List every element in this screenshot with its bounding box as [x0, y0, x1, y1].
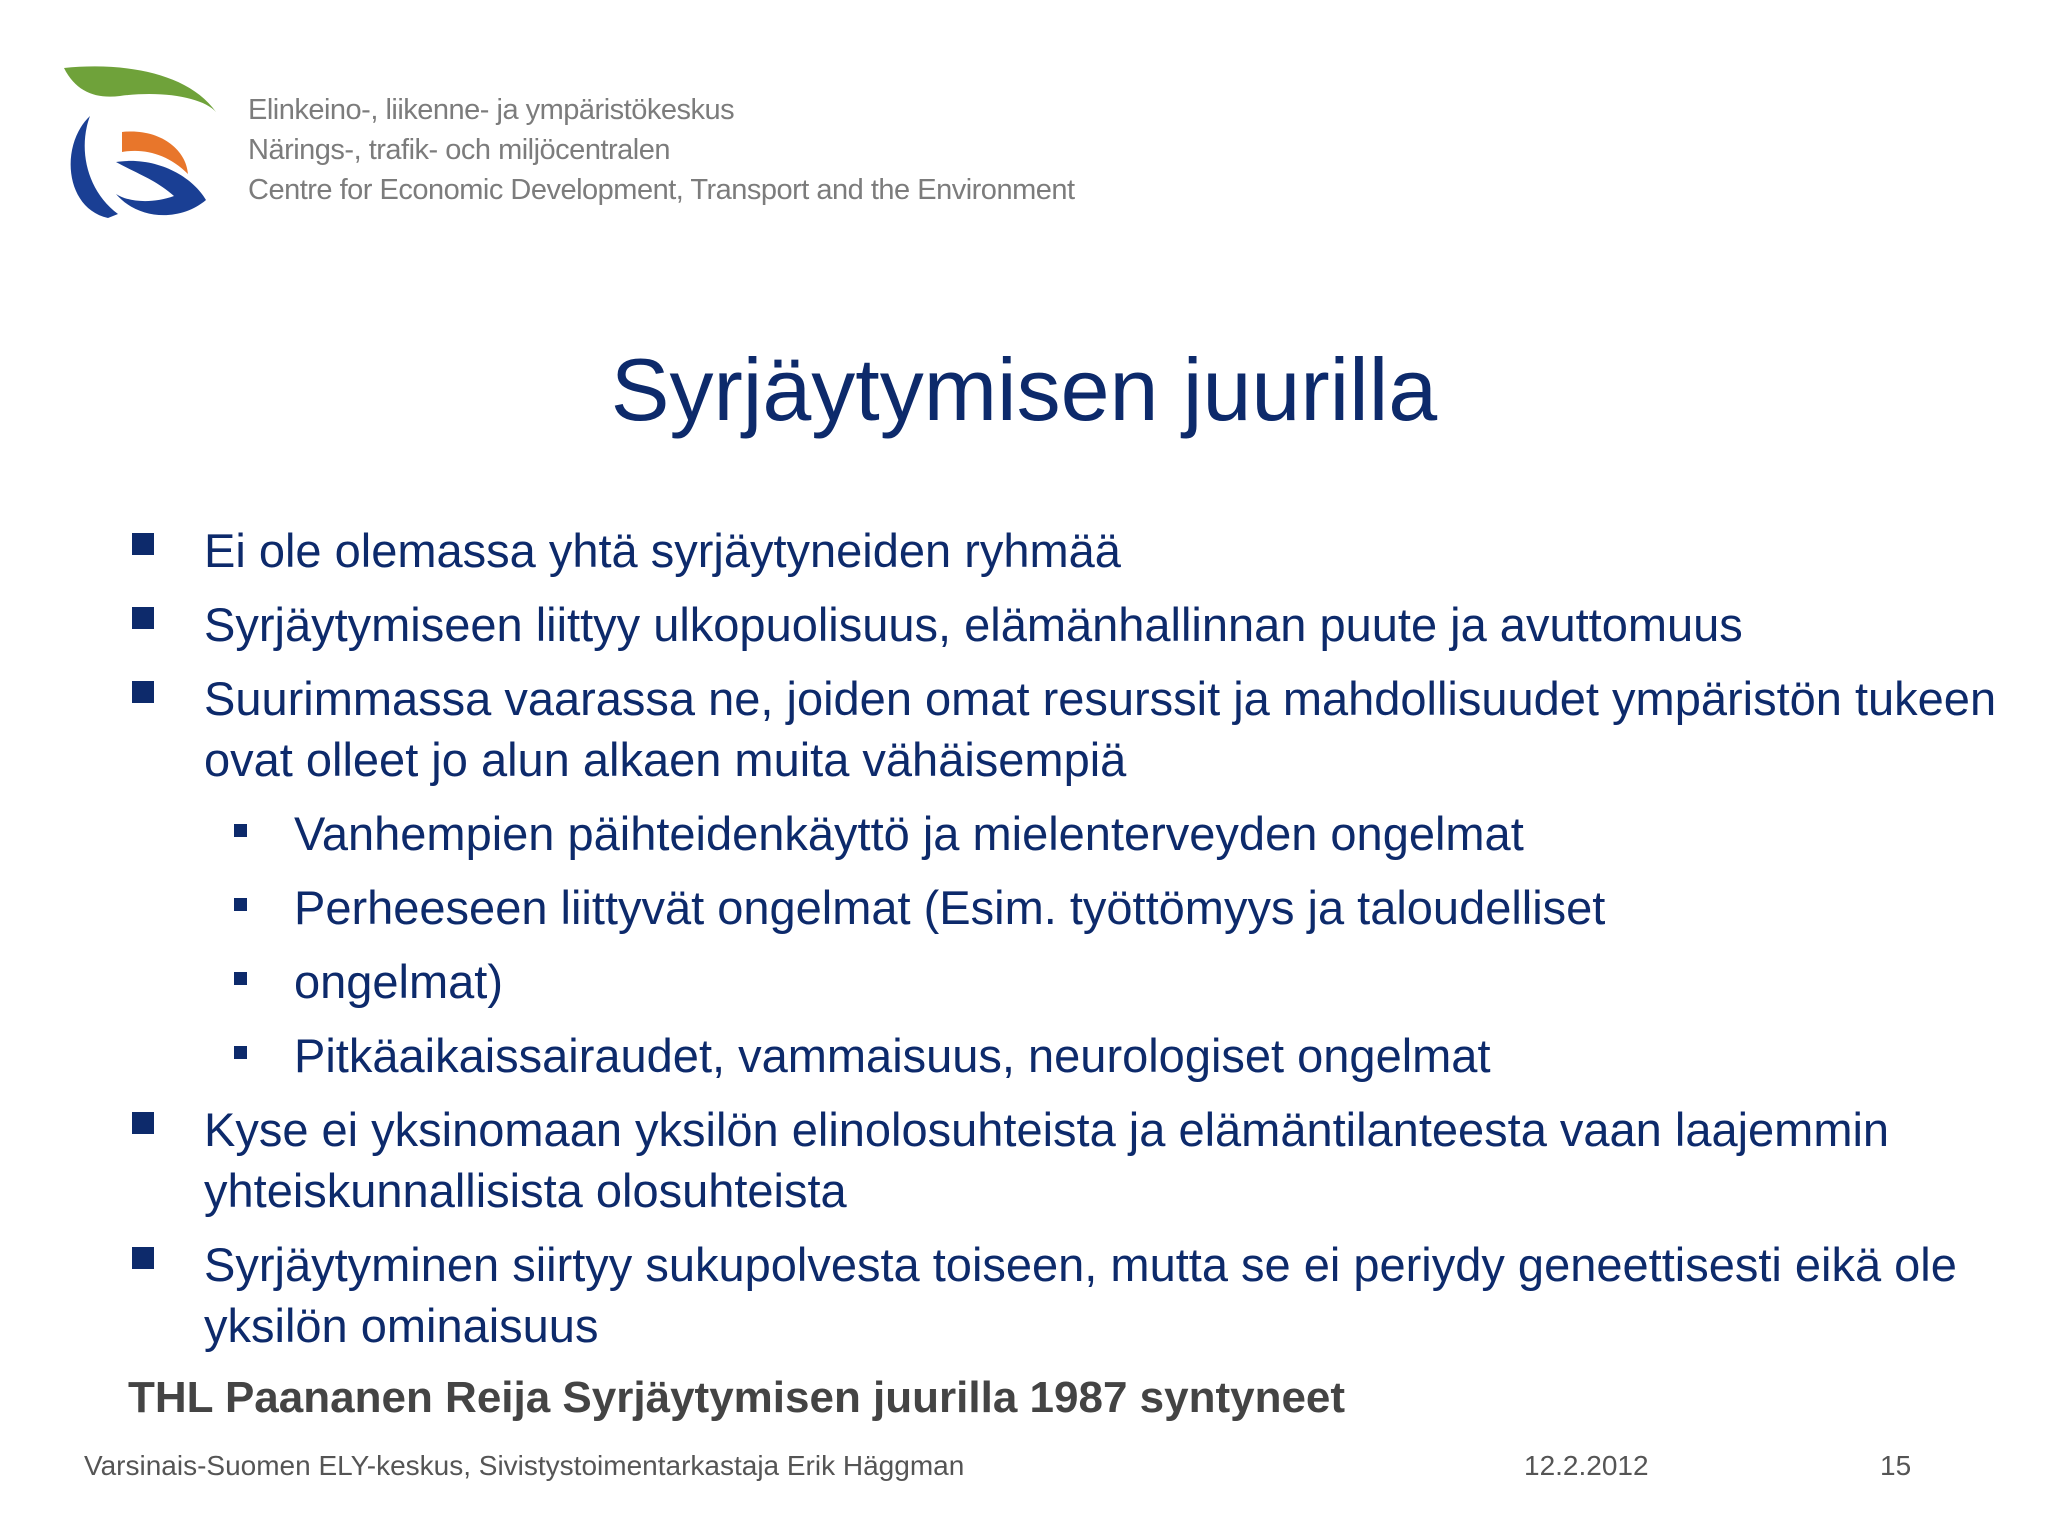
square-bullet-icon — [132, 681, 154, 703]
sub-bullet-text: Pitkäaikaissairaudet, vammaisuus, neurologiset ongelmat — [294, 1029, 1491, 1082]
sub-bullet-item — [130, 951, 2000, 1012]
bullet-text: Syrjäytyminen siirtyy sukupolvesta toiseen, mutta se ei periydy geneettisesti eikä ole yksilön ominaisuus — [204, 1238, 1957, 1352]
bullet-text: Kyse ei yksinomaan yksilön elinolosuhteista ja elämäntilanteesta vaan laajemmin yhteiskunnallisista olosuhteista — [204, 1103, 1890, 1217]
sub-bullet-text: ongelmat) — [294, 955, 503, 1008]
small-square-bullet-icon — [234, 898, 247, 911]
sub-bullet-item — [130, 803, 2000, 864]
organization-header — [60, 62, 1130, 232]
footer-presenter: Varsinais-Suomen ELY-keskus, Sivistystoimentarkastaja Erik Häggman — [84, 1450, 965, 1481]
sub-bullet-item — [130, 1025, 2000, 1086]
sub-bullet-item — [130, 877, 2000, 938]
square-bullet-icon — [132, 1247, 154, 1269]
bullet-text: Ei ole olemassa yhtä syrjäytyneiden ryhmää — [204, 524, 1121, 577]
sub-bullet-text: Perheeseen liittyvät ongelmat (Esim. työttömyys ja taloudelliset — [294, 881, 1606, 934]
small-square-bullet-icon — [234, 972, 247, 985]
bullet-item — [130, 520, 2000, 581]
ely-centre-logo-icon — [60, 62, 220, 222]
bullet-item — [130, 1234, 2000, 1356]
bullet-item — [130, 1099, 2000, 1221]
org-name-swedish: Närings-, trafik- och miljöcentralen — [248, 134, 670, 166]
source-citation: THL Paananen Reija Syrjäytymisen juurilla 1987 syntyneet — [128, 1373, 1346, 1422]
organization-names — [248, 90, 1075, 210]
bullet-text: Syrjäytymiseen liittyy ulkopuolisuus, elämänhallinnan puute ja avuttomuus — [204, 598, 1743, 651]
square-bullet-icon — [132, 533, 154, 555]
bullet-item — [130, 594, 2000, 655]
bullet-list — [130, 520, 2000, 1369]
bullet-item — [130, 668, 2000, 790]
small-square-bullet-icon — [234, 824, 247, 837]
sub-bullet-text: Vanhempien päihteidenkäyttö ja mielenterveyden ongelmat — [294, 807, 1524, 860]
small-square-bullet-icon — [234, 1046, 247, 1059]
org-name-finnish: Elinkeino-, liikenne- ja ympäristökeskus — [248, 94, 735, 126]
footer-date: 12.2.2012 — [1524, 1450, 1649, 1481]
bullet-text: Suurimmassa vaarassa ne, joiden omat resurssit ja mahdollisuudet ympäristön tukeen ovat olleet jo alun alkaen muita vähäisempiä — [204, 672, 1997, 786]
slide-title: Syrjäytymisen juurilla — [610, 340, 1438, 439]
org-name-english: Centre for Economic Development, Transport and the Environment — [248, 174, 1075, 206]
footer-page-number: 15 — [1880, 1450, 1912, 1481]
square-bullet-icon — [132, 1112, 154, 1134]
square-bullet-icon — [132, 607, 154, 629]
